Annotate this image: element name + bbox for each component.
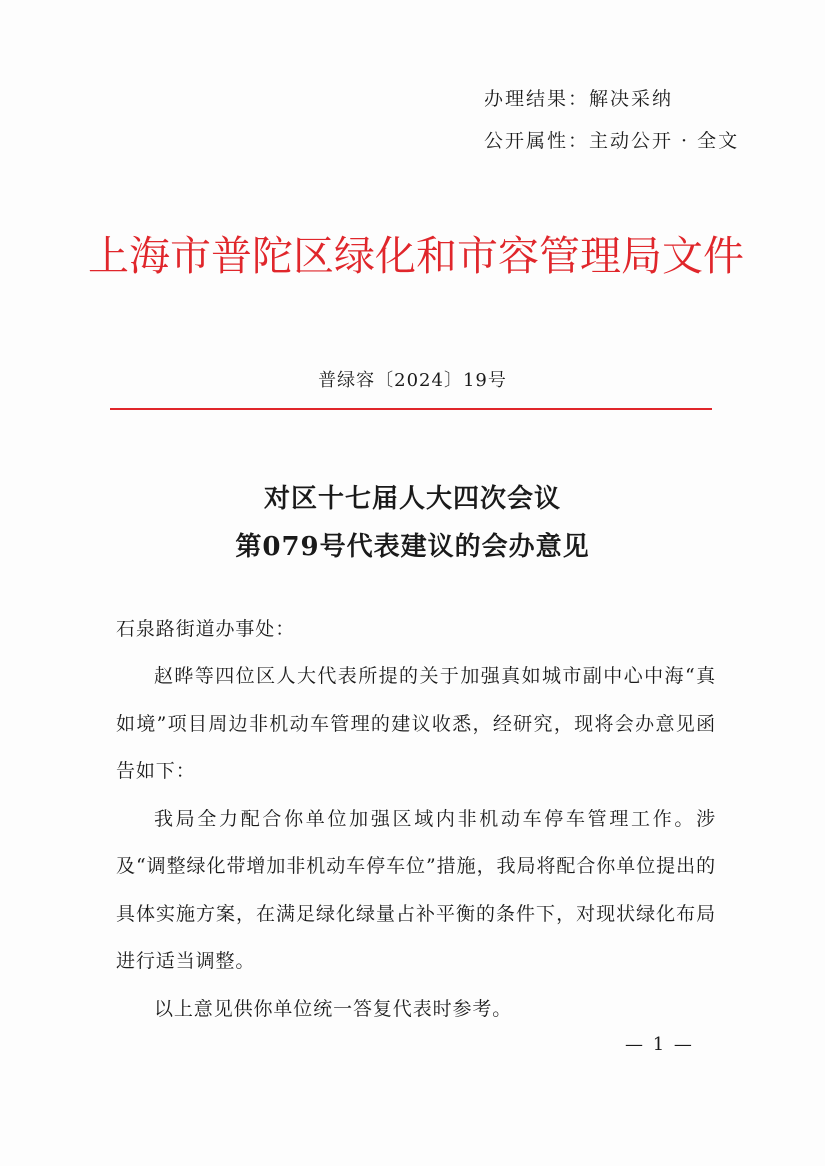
body-paragraph: 赵晔等四位区人大代表所提的关于加强真如城市副中心中海“真如境”项目周边非机动车管理的建议收悉，经研究，现将会办意见函告如下： xyxy=(116,665,716,782)
page-number: — 1 — xyxy=(625,1034,694,1055)
disclosure-label: 公开属性： xyxy=(484,130,590,152)
disclosure-value: 主动公开 · 全文 xyxy=(589,130,740,152)
red-divider-line xyxy=(110,408,712,410)
body-paragraph: 以上意见供你单位统一答复代表时参考。 xyxy=(154,997,513,1020)
handling-result xyxy=(484,87,673,111)
disclosure-attribute xyxy=(484,129,739,153)
body-paragraph: 我局全力配合你单位加强区域内非机动车停车管理工作。涉及“调整绿化带增加非机动车停车位”措施，我局将配合你单位提出的具体实施方案，在满足绿化绿量占补平衡的条件下，对现状绿化布局进行适当调整。 xyxy=(116,807,716,972)
handling-result-value: 解决采纳 xyxy=(589,88,674,110)
handling-result-label: 办理结果： xyxy=(484,88,590,110)
document-title-line-2: 第079号代表建议的会办意见 xyxy=(235,532,590,562)
salutation: 石泉路街道办事处： xyxy=(116,618,296,640)
document-number: 普绿容〔2024〕19号 xyxy=(318,370,507,391)
document-title-line-1: 对区十七届人大四次会议 xyxy=(263,484,561,514)
body-paragraphs xyxy=(116,653,716,1033)
document-masthead: 上海市普陀区绿化和市容管理局文件 xyxy=(88,232,744,280)
